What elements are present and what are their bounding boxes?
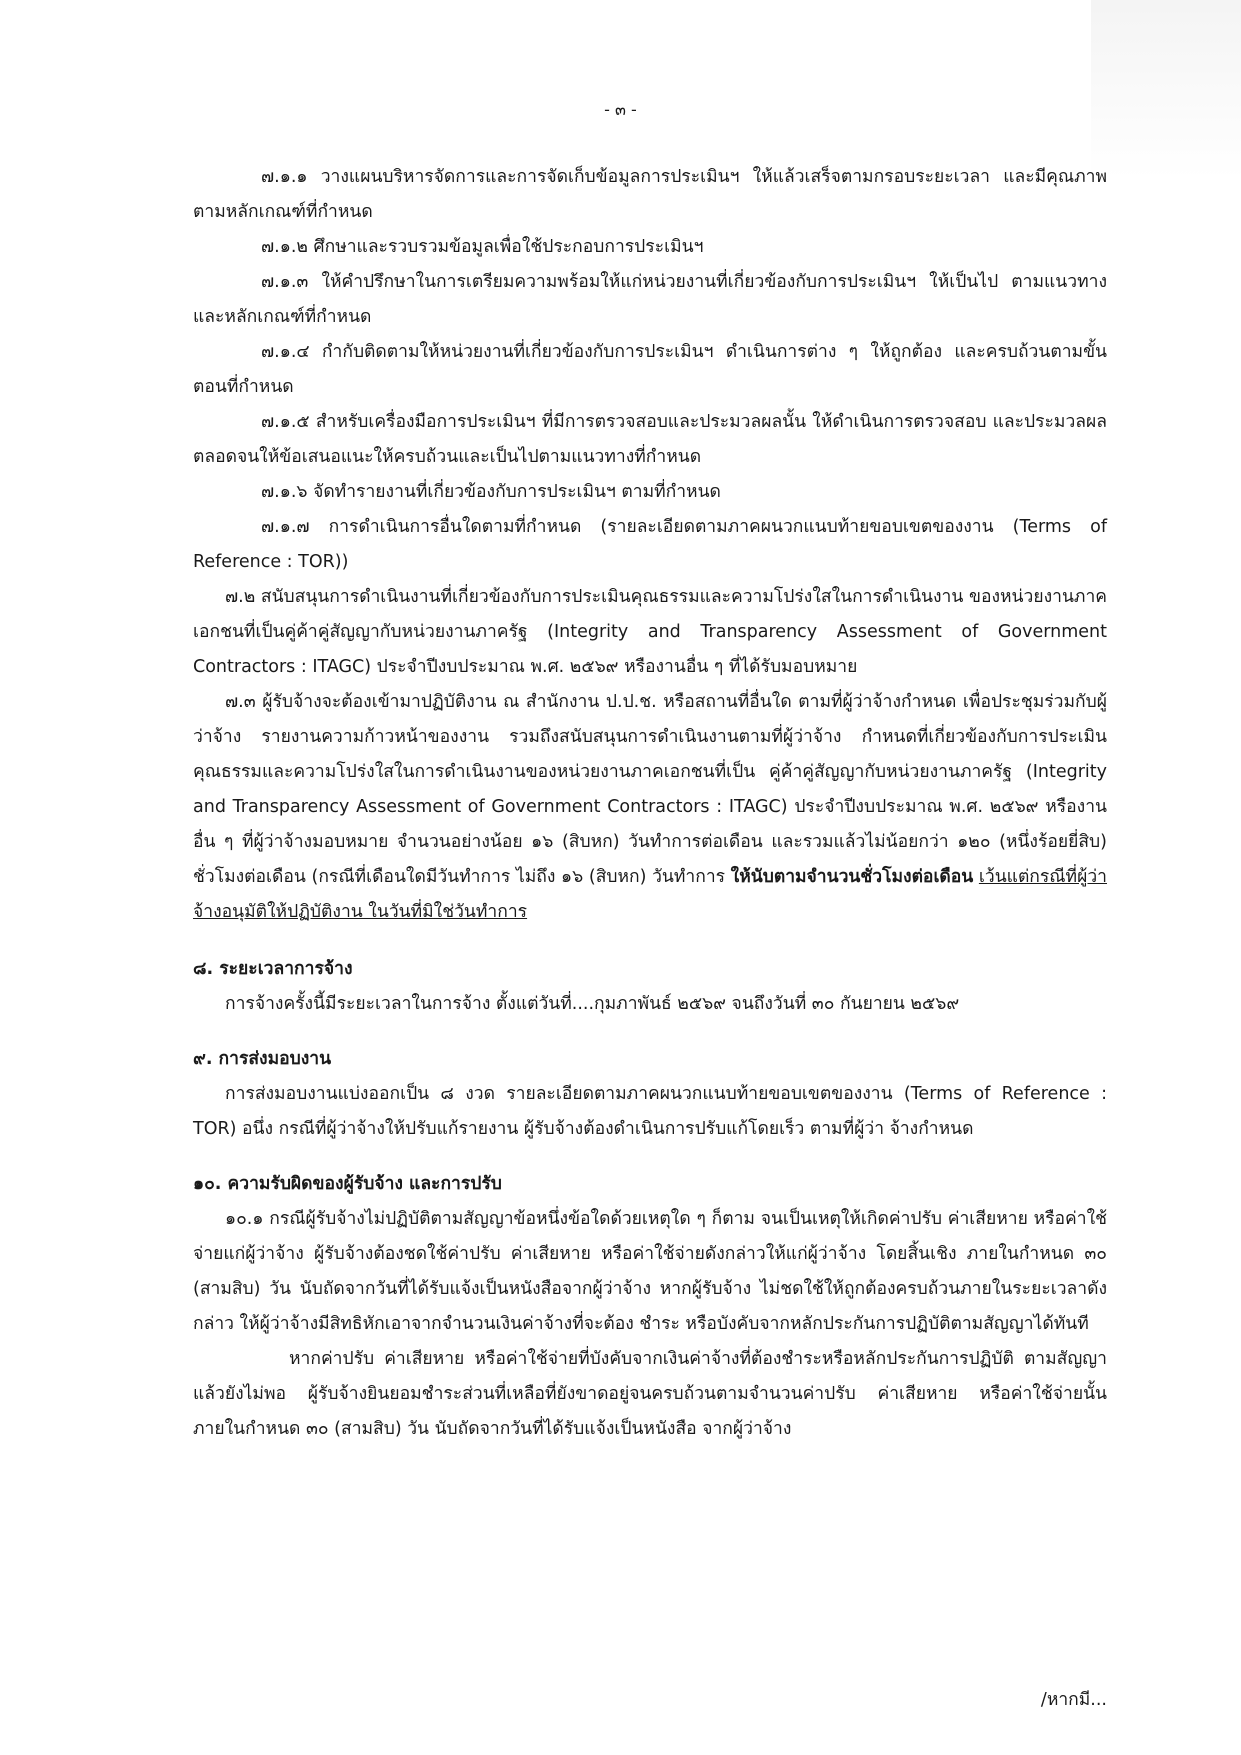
clause-7-1-1: ๗.๑.๑ วางแผนบริหารจัดการและการจัดเก็บข้อมูลการประเมินฯ ให้แล้วเสร็จตามกรอบระยะเวลา และมีคุณภาพตามหลักเกณฑ์ที่กำหนด xyxy=(193,167,1107,222)
section-8-text: การจ้างครั้งนี้มีระยะเวลาในการจ้าง ตั้งแต่วันที่....กุมภาพันธ์ ๒๕๖๙ จนถึงวันที่ ๓๐ กันยายน ๒๕๖๙ xyxy=(225,994,960,1014)
section-10-heading: ๑๐. ความรับผิดของผู้รับจ้าง และการปรับ xyxy=(193,1174,502,1194)
clause-7-1-7: ๗.๑.๗ การดำเนินการอื่นใดตามที่กำหนด (รายละเอียดตามภาคผนวกแนบท้ายขอบเขตของงาน (Terms of Reference : TOR)) xyxy=(193,517,1107,572)
clause-7-3-underline: เว้นแต่กรณีที่ผู้ว่าจ้างอนุมัติให้ปฏิบัติงาน ในวันที่มิใช่วันทำการ xyxy=(193,867,1107,922)
section-8-heading: ๘. ระยะเวลาการจ้าง xyxy=(193,959,353,979)
section-9-text: การส่งมอบงานแบ่งออกเป็น ๘ งวด รายละเอียดตามภาคผนวกแนบท้ายขอบเขตของงาน (Terms of Reference : TOR) อนึ่ง กรณีที่ผู้ว่าจ้างให้ปรับแก้รายงาน ผู้รับจ้างต้องดำเนินการปรับแก้โดยเร็ว ตามที่ผู้ว่า จ้างกำหนด xyxy=(193,1084,1107,1139)
clause-7-3-bold: ให้นับตามจำนวนชั่วโมงต่อเดือน xyxy=(730,867,974,887)
clause-7-1-3: ๗.๑.๓ ให้คำปรึกษาในการเตรียมความพร้อมให้แก่หน่วยงานที่เกี่ยวข้องกับการประเมินฯ ให้เป็นไป ตามแนวทางและหลักเกณฑ์ที่กำหนด xyxy=(193,272,1107,327)
clause-7-1-6: ๗.๑.๖ จัดทำรายงานที่เกี่ยวข้องกับการประเมินฯ ตามที่กำหนด xyxy=(261,482,721,502)
clause-7-2: ๗.๒ สนับสนุนการดำเนินงานที่เกี่ยวข้องกับการประเมินคุณธรรมและความโปร่งใสในการดำเนินงาน ของหน่วยงานภาคเอกชนที่เป็นคู่ค้าคู่สัญญากับหน่วยงานภาครัฐ (Integrity and Transparency Assessment of Government Contractors : ITAGC) ประจำปีงบประมาณ พ.ศ. ๒๕๖๙ หรืองานอื่น ๆ ที่ได้รับมอบหมาย xyxy=(193,587,1107,677)
clause-10-1: ๑๐.๑ กรณีผู้รับจ้างไม่ปฏิบัติตามสัญญาข้อหนึ่งข้อใดด้วยเหตุใด ๆ ก็ตาม จนเป็นเหตุให้เกิดค่าปรับ ค่าเสียหาย หรือค่าใช้จ่ายแก่ผู้ว่าจ้าง ผู้รับจ้างต้องชดใช้ค่าปรับ ค่าเสียหาย หรือค่าใช้จ่ายดังกล่าวให้แก่ผู้ว่าจ้าง โดยสิ้นเชิง ภายในกำหนด ๓๐ (สามสิบ) วัน นับถัดจากวันที่ได้รับแจ้งเป็นหนังสือจากผู้ว่าจ้าง หากผู้รับจ้าง ไม่ชดใช้ให้ถูกต้องครบถ้วนภายในระยะเวลาดังกล่าว ให้ผู้ว่าจ้างมีสิทธิหักเอาจากจำนวนเงินค่าจ้างที่จะต้อง ชำระ หรือบังคับจากหลักประกันการปฏิบัติตามสัญญาได้ทันที xyxy=(193,1209,1107,1334)
scan-smudge xyxy=(1091,0,1241,180)
clause-7-3 xyxy=(193,685,1107,930)
clause-7-1-2: ๗.๑.๒ ศึกษาและรวบรวมข้อมูลเพื่อใช้ประกอบการประเมินฯ xyxy=(261,237,704,257)
continued-marker: /หากมี... xyxy=(1040,1690,1107,1710)
page-number: - ๓ - xyxy=(604,100,637,119)
document-body xyxy=(193,160,1107,1447)
clause-7-1-5: ๗.๑.๕ สำหรับเครื่องมือการประเมินฯ ที่มีการตรวจสอบและประมวลผลนั้น ให้ดำเนินการตรวจสอบ และประมวลผล ตลอดจนให้ข้อเสนอแนะให้ครบถ้วนและเป็นไปตามแนวทางที่กำหนด xyxy=(193,412,1107,467)
clause-7-1-4: ๗.๑.๔ กำกับติดตามให้หน่วยงานที่เกี่ยวข้องกับการประเมินฯ ดำเนินการต่าง ๆ ให้ถูกต้อง และครบถ้วนตามขั้นตอนที่กำหนด xyxy=(193,342,1107,397)
section-9-heading: ๙. การส่งมอบงาน xyxy=(193,1049,332,1069)
clause-10-1-continuation: หากค่าปรับ ค่าเสียหาย หรือค่าใช้จ่ายที่บังคับจากเงินค่าจ้างที่ต้องชำระหรือหลักประกันการปฏิบัติ ตามสัญญาแล้วยังไม่พอ ผู้รับจ้างยินยอมชำระส่วนที่เหลือที่ยังขาดอยู่จนครบถ้วนตามจำนวนค่าปรับ ค่าเสียหาย หรือค่าใช้จ่ายนั้น ภายในกำหนด ๓๐ (สามสิบ) วัน นับถัดจากวันที่ได้รับแจ้งเป็นหนังสือ จากผู้ว่าจ้าง xyxy=(193,1349,1107,1439)
clause-7-3-text: ๗.๓ ผู้รับจ้างจะต้องเข้ามาปฏิบัติงาน ณ สำนักงาน ป.ป.ช. หรือสถานที่อื่นใด ตามที่ผู้ว่าจ้างกำหนด เพื่อประชุมร่วมกับผู้ว่าจ้าง รายงานความก้าวหน้าของงาน รวมถึงสนับสนุนการดำเนินงานตามที่ผู้ว่าจ้าง กำหนดที่เกี่ยวข้องกับการประเมินคุณธรรมและความโปร่งใสในการดำเนินงานของหน่วยงานภาคเอกชนที่เป็น คู่ค้าคู่สัญญากับหน่วยงานภาครัฐ (Integrity and Transparency Assessment of Government Contractors : ITAGC) ประจำปีงบประมาณ พ.ศ. ๒๕๖๙ หรืองานอื่น ๆ ที่ผู้ว่าจ้างมอบหมาย จำนวนอย่างน้อย ๑๖ (สิบหก) วันทำการต่อเดือน และรวมแล้วไม่น้อยกว่า ๑๒๐ (หนึ่งร้อยยี่สิบ) ชั่วโมงต่อเดือน (กรณีที่เดือนใดมีวันทำการ ไม่ถึง ๑๖ (สิบหก) วันทำการ xyxy=(193,692,1107,887)
